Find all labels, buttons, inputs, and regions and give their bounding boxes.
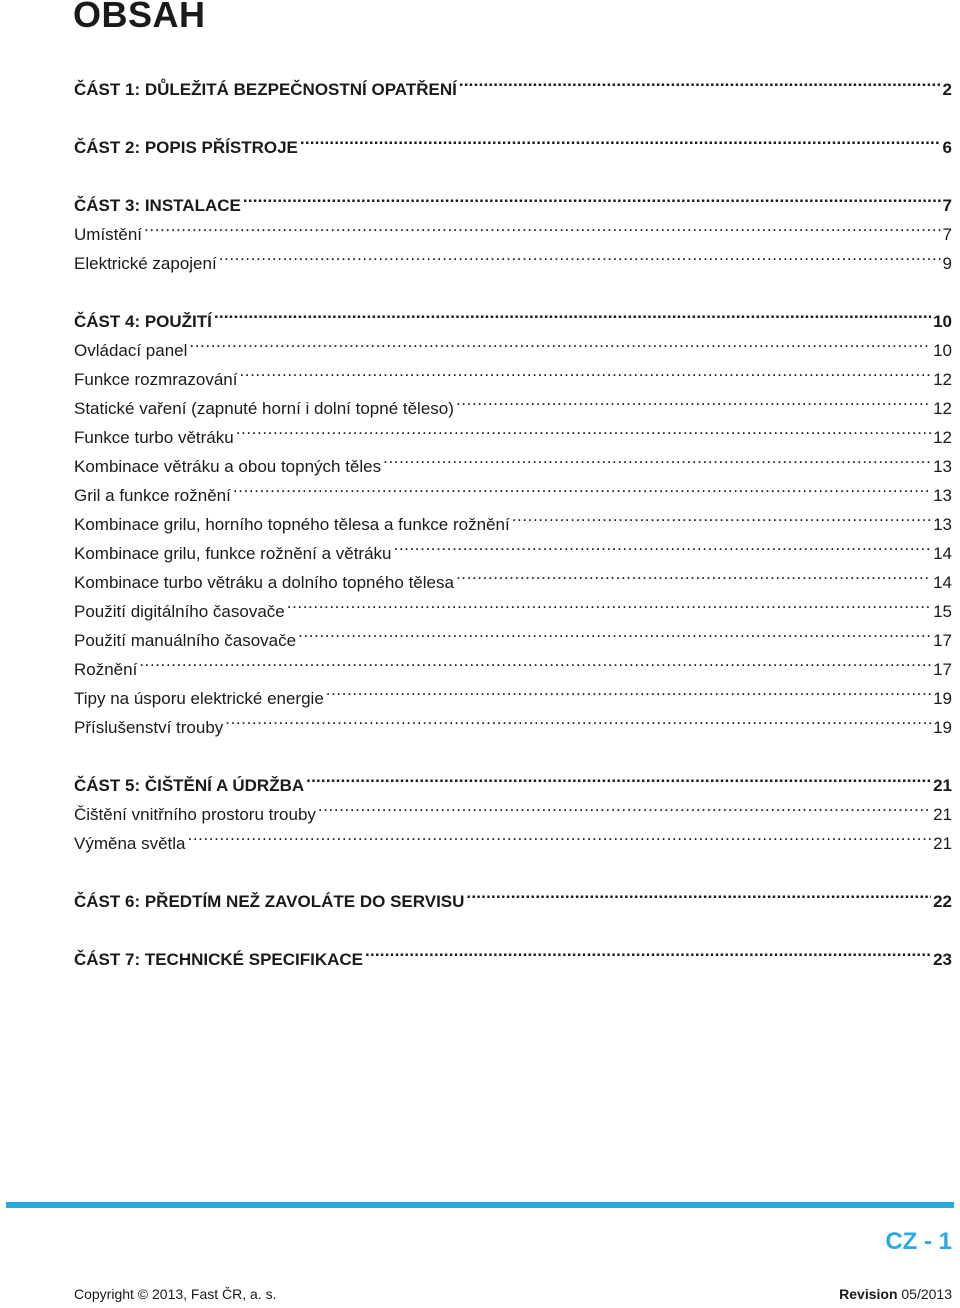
toc-entry-label: Kombinace grilu, funkce rožnění a větráku xyxy=(74,544,392,563)
toc-entry-label: ČÁST 2: POPIS PŘÍSTROJE xyxy=(74,138,298,157)
toc-dot-leader xyxy=(456,385,931,414)
toc-page-number: 10 xyxy=(933,312,952,331)
toc-entry-label: Ovládací panel xyxy=(74,341,188,360)
page-number: CZ - 1 xyxy=(885,1228,952,1255)
toc-entry-label: ČÁST 7: TECHNICKÉ SPECIFIKACE xyxy=(74,950,364,969)
toc-dot-leader xyxy=(326,675,931,704)
toc-dot-leader xyxy=(298,617,931,646)
toc-dot-leader xyxy=(225,704,931,733)
toc-entry-label: Umístění xyxy=(74,225,143,244)
toc-entry[interactable] xyxy=(74,646,952,679)
toc-page-number: 13 xyxy=(933,515,952,534)
toc-page-number: 6 xyxy=(942,138,952,157)
toc-entry-label: ČÁST 5: ČIŠTĚNÍ A ÚDRŽBA xyxy=(74,776,305,795)
toc-entry[interactable] xyxy=(74,356,952,389)
toc-dot-leader xyxy=(287,588,931,617)
toc-entry-label: ČÁST 3: INSTALACE xyxy=(74,196,241,215)
toc-entry-label: Použití digitálního časovače xyxy=(74,602,285,621)
toc-section-heading[interactable] xyxy=(74,182,952,215)
toc-page-number: 12 xyxy=(933,399,952,418)
toc-section-heading[interactable] xyxy=(74,878,952,911)
toc-page-number: 14 xyxy=(933,544,952,563)
toc-entry-label: Funkce rozmrazování xyxy=(74,370,238,389)
toc-entry-label: Čištění vnitřního prostoru trouby xyxy=(74,805,316,824)
toc-page-number: 23 xyxy=(933,950,952,969)
toc-page-number: 19 xyxy=(933,689,952,708)
toc-page-number: 21 xyxy=(933,834,952,853)
toc-dot-leader xyxy=(139,646,931,675)
toc-dot-leader xyxy=(243,182,941,211)
copyright-notice: Copyright © 2013, Fast ČR, a. s. xyxy=(74,1286,277,1302)
toc-entry-label: ČÁST 1: DŮLEŽITÁ BEZPEČNOSTNÍ OPATŘENÍ xyxy=(74,80,457,99)
toc-entry[interactable] xyxy=(74,820,952,853)
toc-page-number: 7 xyxy=(942,196,952,215)
toc-entry[interactable] xyxy=(74,211,952,244)
toc-section-heading[interactable] xyxy=(74,936,952,969)
footer-divider xyxy=(6,1202,954,1208)
toc-dot-leader xyxy=(189,327,931,356)
toc-dot-leader xyxy=(466,878,931,907)
toc-page-number: 12 xyxy=(933,370,952,389)
toc-dot-leader xyxy=(383,443,931,472)
toc-dot-leader xyxy=(219,240,941,269)
toc-page-number: 19 xyxy=(933,718,952,737)
revision-label: Revision xyxy=(839,1286,898,1302)
toc-dot-leader xyxy=(394,530,932,559)
toc-dot-leader xyxy=(512,501,931,530)
toc-entry-label: Rožnění xyxy=(74,660,138,679)
toc-entry-label: Statické vaření (zapnuté horní i dolní topné těleso) xyxy=(74,399,454,418)
toc-page-number: 13 xyxy=(933,457,952,476)
toc-page-number: 14 xyxy=(933,573,952,592)
toc-entry-label: Příslušenství trouby xyxy=(74,718,224,737)
toc-entry-label: Funkce turbo větráku xyxy=(74,428,234,447)
toc-entry-label: Kombinace grilu, horního topného tělesa a funkce rožnění xyxy=(74,515,510,534)
toc-page-number: 7 xyxy=(942,225,952,244)
toc-entry-label: Výměna světla xyxy=(74,834,186,853)
toc-page-number: 9 xyxy=(942,254,952,273)
toc-page-number: 2 xyxy=(942,80,952,99)
toc-entry-label: Kombinace větráku a obou topných těles xyxy=(74,457,382,476)
toc-page-number: 17 xyxy=(933,660,952,679)
revision-info xyxy=(839,1286,952,1302)
revision-value: 05/2013 xyxy=(901,1286,952,1302)
toc-entry[interactable] xyxy=(74,675,952,708)
toc-entry-label: Kombinace turbo větráku a dolního topného tělesa xyxy=(74,573,454,592)
toc-page-number: 21 xyxy=(933,805,952,824)
toc-dot-leader xyxy=(233,472,931,501)
toc-section-heading[interactable] xyxy=(74,298,952,331)
toc-dot-leader xyxy=(214,298,931,327)
toc-entry-label: Tipy na úsporu elektrické energie xyxy=(74,689,324,708)
toc-dot-leader xyxy=(456,559,931,588)
toc-dot-leader xyxy=(459,66,941,95)
toc-entry-label: Elektrické zapojení xyxy=(74,254,217,273)
toc-entry-label: ČÁST 6: PŘEDTÍM NEŽ ZAVOLÁTE DO SERVISU xyxy=(74,892,465,911)
toc-section-heading[interactable] xyxy=(74,762,952,795)
toc-entry-label: Použití manuálního časovače xyxy=(74,631,297,650)
toc-spacer xyxy=(74,849,952,878)
toc-page-number: 17 xyxy=(933,631,952,650)
page-title: OBSAH xyxy=(73,0,206,35)
toc-dot-leader xyxy=(188,820,932,849)
toc-page-number: 12 xyxy=(933,428,952,447)
toc-dot-leader xyxy=(306,762,931,791)
toc-page-number: 21 xyxy=(933,776,952,795)
toc-page-number: 13 xyxy=(933,486,952,505)
toc-dot-leader xyxy=(144,211,941,240)
toc-section-heading[interactable] xyxy=(74,66,952,99)
toc-page-number: 15 xyxy=(933,602,952,621)
toc-dot-leader xyxy=(318,791,931,820)
toc-section-heading[interactable] xyxy=(74,124,952,157)
toc-entry-label: Gril a funkce rožnění xyxy=(74,486,231,505)
table-of-contents xyxy=(74,66,952,969)
toc-dot-leader xyxy=(365,936,931,965)
toc-page-number: 22 xyxy=(933,892,952,911)
toc-entry[interactable] xyxy=(74,240,952,273)
toc-dot-leader xyxy=(239,356,931,385)
toc-page-number: 10 xyxy=(933,341,952,360)
toc-dot-leader xyxy=(300,124,941,153)
toc-entry[interactable] xyxy=(74,327,952,360)
toc-dot-leader xyxy=(236,414,931,443)
toc-entry-label: ČÁST 4: POUŽITÍ xyxy=(74,312,212,331)
